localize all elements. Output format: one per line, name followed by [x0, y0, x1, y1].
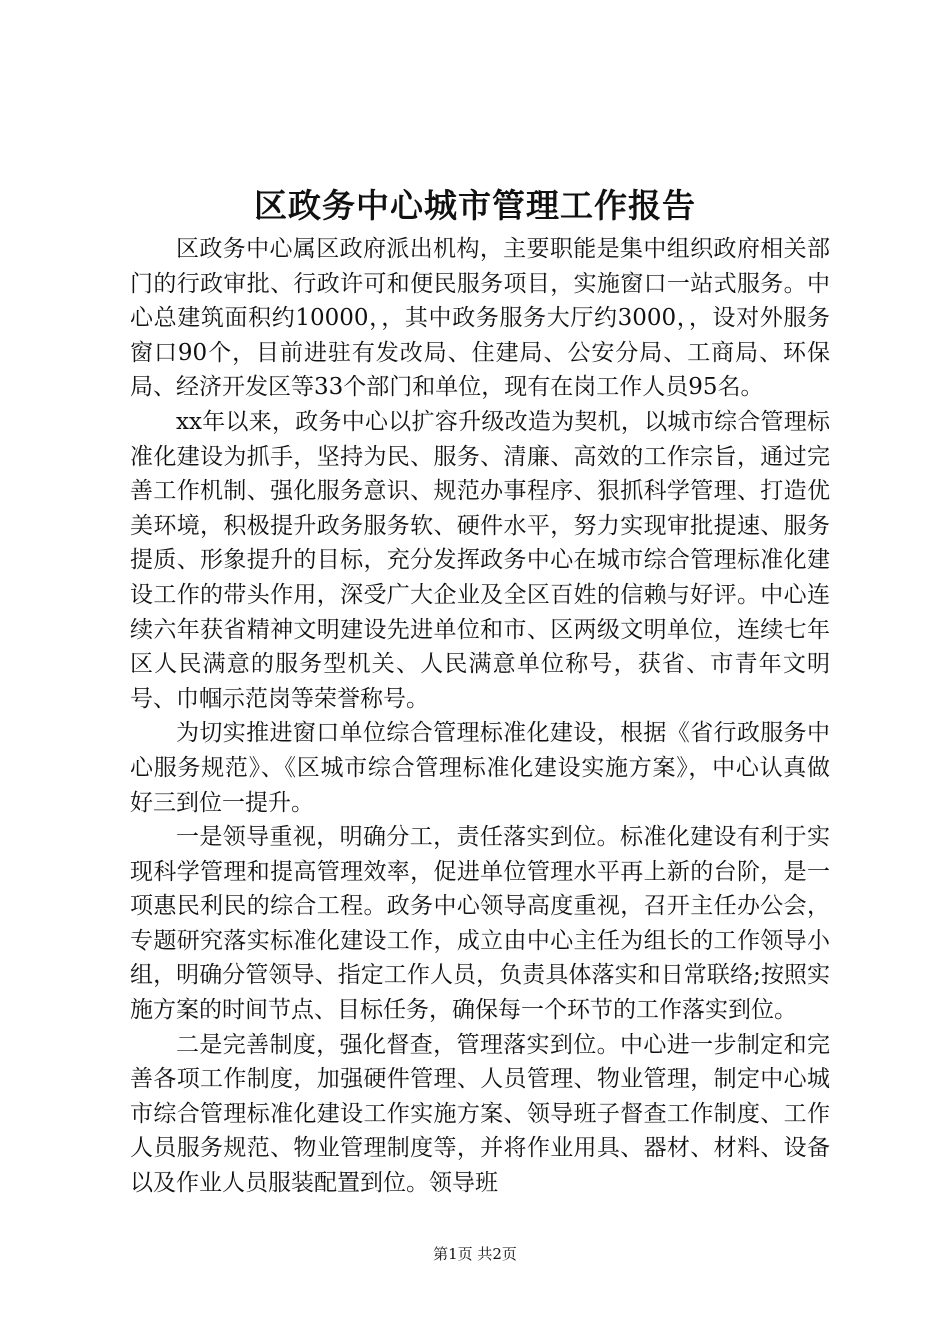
document-title: 区政务中心城市管理工作报告: [254, 186, 696, 225]
page-footer: 第1页 共2页: [433, 1245, 517, 1263]
paragraph-achievements: xx年以来，政务中心以扩容升级改造为契机，以城市综合管理标准化建设为抓手，坚持为民、服务、清廉、高效的工作宗旨，通过完善工作机制、强化服务意识、规范办事程序、狠抓科学管理、打造优美环境，积极提升政务服务软、硬件水平，努力实现审批提速、服务提质、形象提升的目标，充分发挥政务中心在城市综合管理标准化建设工作的带头作用，深受广大企业及全区百姓的信赖与好评。中心连续六年获省精神文明建设先进单位和市、区两级文明单位，连续七年区人民满意的服务型机关、人民满意单位称号，获省、市青年文明号、巾帼示范岗等荣誉称号。: [130, 408, 830, 712]
paragraph-point-two: 二是完善制度，强化督查，管理落实到位。中心进一步制定和完善各项工作制度，加强硬件管理、人员管理、物业管理，制定中心城市综合管理标准化建设工作实施方案、领导班子督查工作制度、工作人员服务规范、物业管理制度等，并将作业用具、器材、材料、设备以及作业人员服装配置到位。领导班: [130, 1031, 830, 1197]
paragraph-intro: 区政务中心属区政府派出机构，主要职能是集中组织政府相关部门的行政审批、行政许可和便民服务项目，实施窗口一站式服务。中心总建筑面积约10000，，其中政务服务大厅约3000，，设对外服务窗口90个，目前进驻有发改局、住建局、公安分局、工商局、环保局、经济开发区等33个部门和单位，现有在岗工作人员95名。: [130, 236, 830, 401]
document-body: [130, 232, 830, 1201]
paragraph-standardization: 为切实推进窗口单位综合管理标准化建设，根据《省行政服务中心服务规范》、《区城市综合管理标准化建设实施方案》，中心认真做好三到位一提升。: [130, 720, 830, 816]
paragraph-point-one: 一是领导重视，明确分工，责任落实到位。标准化建设有利于实现科学管理和提高管理效率，促进单位管理水平再上新的台阶，是一项惠民利民的综合工程。政务中心领导高度重视，召开主任办公会，专题研究落实标准化建设工作，成立由中心主任为组长的工作领导小组，明确分管领导、指定工作人员，负责具体落实和日常联络;按照实施方案的时间节点、目标任务，确保每一个环节的工作落实到位。: [130, 824, 830, 1024]
